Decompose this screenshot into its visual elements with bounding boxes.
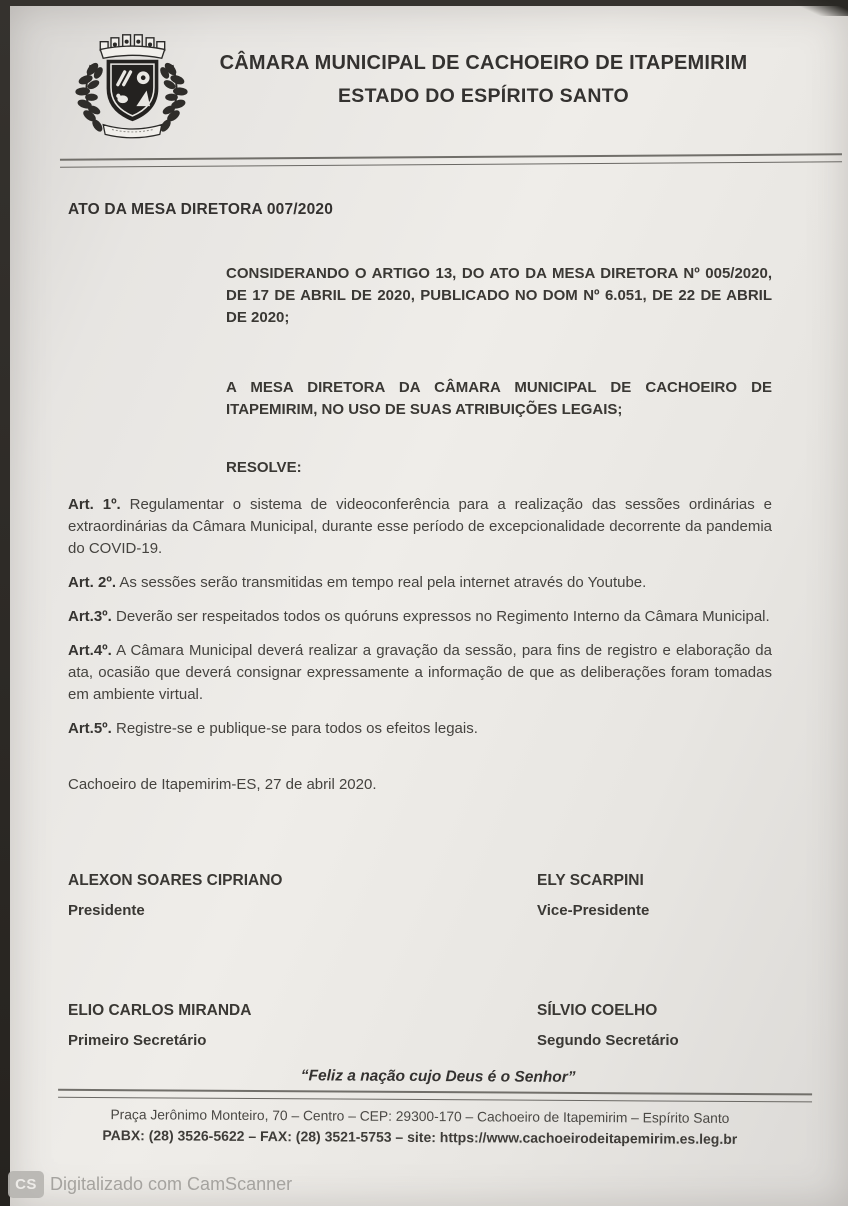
footer-contacts: PABX: (28) 3526-5622 – FAX: (28) 3521-5753 – site: https://www.cachoeirodeitapemirim.es.leg.br [102,1127,738,1147]
document-paper [10,6,848,1206]
signer-role: Presidente [68,902,145,919]
camscanner-cs-badge-icon: CS [8,1171,44,1198]
signature-block-segundo-secretario [523,1000,772,1052]
article-1 [68,494,772,560]
signer-name: ELIO CARLOS MIRANDA [68,1002,252,1019]
signer-name: ELY SCARPINI [537,872,644,889]
article-5-text: Registre-se e publique-se para todos os efeitos legais. [116,720,478,737]
signature-block-vice-presidente [523,870,772,922]
footer-divider [58,1089,812,1103]
resolve-label: RESOLVE: [226,459,302,476]
footer-address: Praça Jerônimo Monteiro, 70 – Centro – CEP: 29300-170 – Cachoeiro de Itapemirim – Espírito Santo [110,1107,730,1126]
organization-state: ESTADO DO ESPÍRITO SANTO [337,85,630,107]
signature-block-primeiro-secretario [68,1000,523,1052]
article-5-label: Art.5º. [68,720,112,737]
letterhead [68,28,772,156]
article-4 [68,640,772,706]
article-2-text: As sessões serão transmitidas em tempo real pela internet através do Youtube. [119,574,647,591]
article-4-label: Art.4º. [68,642,112,659]
dateline: Cachoeiro de Itapemirim-ES, 27 de abril 2020. [68,776,377,793]
article-1-label: Art. 1º. [68,496,121,513]
article-2-label: Art. 2º. [68,574,116,591]
article-3-label: Art.3º. [68,608,112,625]
document-title: ATO DA MESA DIRETORA 007/2020 [68,201,334,218]
footer-motto: “Feliz a nação cujo Deus é o Senhor” [300,1067,576,1086]
page-footer [68,1064,772,1150]
article-3-text: Deverão ser respeitados todos os quóruns expressos no Regimento Interno da Câmara Municipal. [116,608,770,625]
camscanner-watermark-text: Digitalizado com CamScanner [50,1174,293,1194]
organization-name: CÂMARA MUNICIPAL DE CACHOEIRO DE ITAPEMIRIM [219,52,748,74]
signer-role: Segundo Secretário [537,1032,679,1049]
municipal-coat-of-arms-icon [68,28,195,150]
article-3 [68,606,772,628]
considerando-paragraph: CONSIDERANDO O ARTIGO 13, DO ATO DA MESA DIRETORA Nº 005/2020, DE 17 DE ABRIL DE 2020, PUBLICADO NO DOM Nº 6.051, DE 22 DE ABRIL DE 2020; [226,265,772,326]
signer-name: ALEXON SOARES CIPRIANO [68,872,283,889]
preamble-paragraph: A MESA DIRETORA DA CÂMARA MUNICIPAL DE CACHOEIRO DE ITAPEMIRIM, NO USO DE SUAS ATRIBUIÇÕES LEGAIS; [226,379,772,418]
signature-row-2 [68,1000,772,1052]
article-4-text: A Câmara Municipal deverá realizar a gravação da sessão, para fins de registro e elaboração da ata, ocasião que deverá consignar expressamente a informação de que as deliberações foram tomadas em ambiente virtual. [68,642,772,703]
camscanner-watermark [8,1171,292,1198]
signer-name: SÍLVIO COELHO [537,1002,658,1019]
document-content [10,6,848,1206]
article-1-text: Regulamentar o sistema de videoconferência para a realização das sessões ordinárias e extraordinárias da Câmara Municipal, durante esse período de excepcionalidade decorrente da pandemia do COVID-19. [68,496,772,557]
signature-block-presidente [68,870,523,922]
signature-row-1 [68,870,772,922]
signer-role: Primeiro Secretário [68,1032,207,1049]
letterhead-titles [195,28,772,108]
article-5 [68,718,772,740]
signer-role: Vice-Presidente [537,902,650,919]
article-2 [68,572,772,594]
